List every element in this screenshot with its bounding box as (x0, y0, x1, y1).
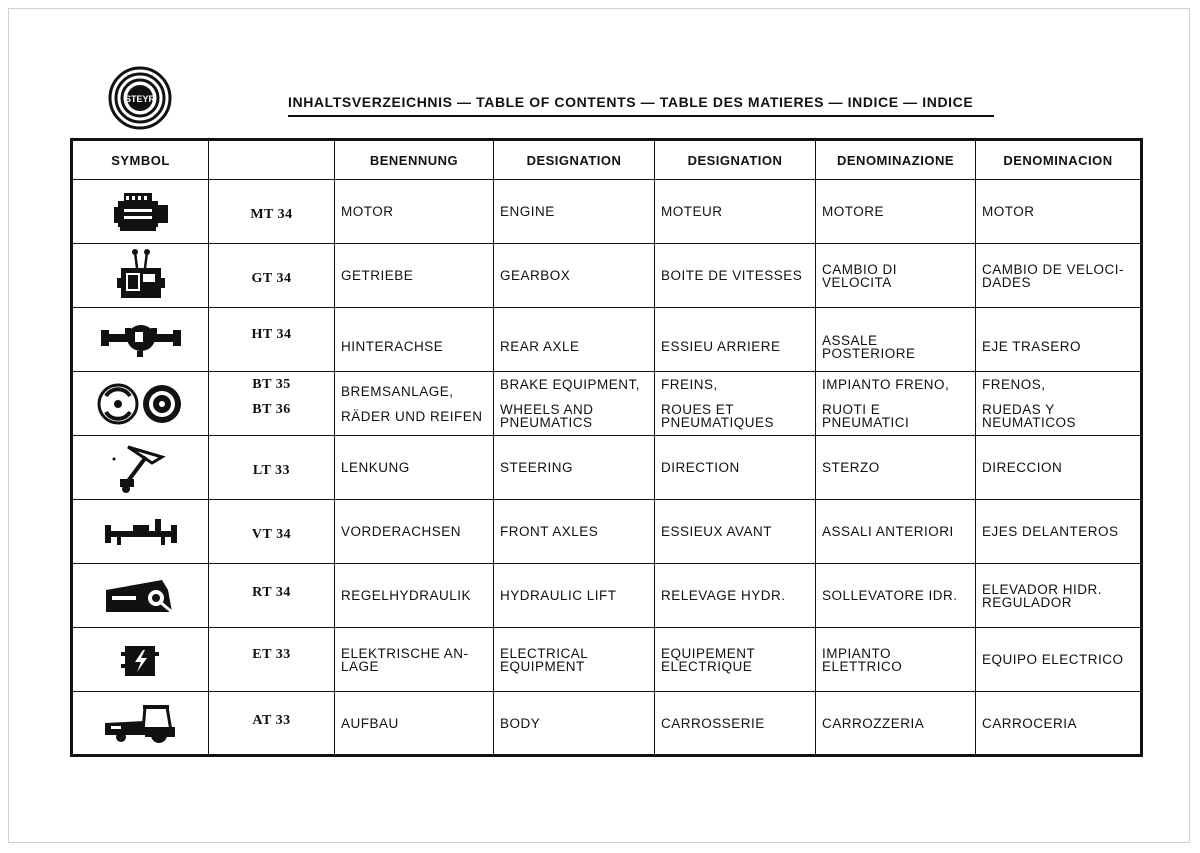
code-wheels: BT 36 (252, 402, 291, 417)
cell-fr-brake: FREINS, (661, 377, 718, 392)
cell-de: LENKUNG (335, 436, 494, 500)
code-cell: HT 34 (209, 308, 335, 372)
code-cell (209, 372, 335, 436)
cell-es: DIRECCION (976, 436, 1142, 500)
cell-es: ELEVADOR HIDR. REGULADOR (976, 564, 1142, 628)
cell-de-wheels: RÄDER UND REIFEN (341, 408, 483, 424)
header-code (209, 140, 335, 180)
title-underline (288, 115, 994, 117)
cell-fr: EQUIPEMENT ELECTRIQUE (655, 628, 816, 692)
cell-es: EJE TRASERO (976, 308, 1142, 372)
cell-fr: ESSIEU ARRIERE (655, 308, 816, 372)
code-brake: BT 35 (252, 377, 291, 392)
cell-de: AUFBAU (335, 692, 494, 756)
header-row (72, 140, 1142, 180)
table-row (72, 372, 1142, 436)
tractor-body-icon (73, 701, 208, 745)
cell-es: EQUIPO ELECTRICO (976, 628, 1142, 692)
front-axle-icon (73, 515, 208, 549)
cell-de: HINTERACHSE (335, 308, 494, 372)
rear-axle-icon (73, 320, 208, 360)
cell-fr: RELEVAGE HYDR. (655, 564, 816, 628)
svg-text:STEYR: STEYR (124, 94, 156, 104)
cell-it: MOTORE (816, 180, 976, 244)
cell-en: GEARBOX (494, 244, 655, 308)
header-designation-en: DESIGNATION (494, 140, 655, 180)
header-benennung: BENENNUNG (335, 140, 494, 180)
table-row (72, 564, 1142, 628)
cell-es: CAMBIO DE VELOCI-DADES (976, 244, 1142, 308)
code-cell: MT 34 (209, 180, 335, 244)
cell-it: SOLLEVATORE IDR. (816, 564, 976, 628)
cell-de: ELEKTRISCHE AN-LAGE (335, 628, 494, 692)
cell-fr-wheels: ROUES ET PNEUMATIQUES (661, 402, 775, 430)
table-row (72, 308, 1142, 372)
header-designation-fr: DESIGNATION (655, 140, 816, 180)
cell-es: MOTOR (976, 180, 1142, 244)
cell-en: HYDRAULIC LIFT (494, 564, 655, 628)
engine-icon (73, 189, 208, 235)
cell-de (335, 372, 494, 436)
cell-en (494, 372, 655, 436)
cell-it-wheels: RUOTI E PNEUMATICI (822, 402, 910, 430)
cell-it: CAMBIO DI VELOCITA (816, 244, 976, 308)
cell-en: ELECTRICAL EQUIPMENT (494, 628, 655, 692)
cell-de-brake: BREMSANLAGE, (341, 383, 454, 399)
cell-de: GETRIEBE (335, 244, 494, 308)
header-denominacion: DENOMINACION (976, 140, 1142, 180)
cell-fr: MOTEUR (655, 180, 816, 244)
code-cell: AT 33 (209, 692, 335, 756)
header-denominazione: DENOMINAZIONE (816, 140, 976, 180)
cell-it: ASSALE POSTERIORE (816, 308, 976, 372)
cell-en: REAR AXLE (494, 308, 655, 372)
cell-it-brake: IMPIANTO FRENO, (822, 377, 950, 392)
code-cell: RT 34 (209, 564, 335, 628)
code-cell: VT 34 (209, 500, 335, 564)
cell-it: CARROZZERIA (816, 692, 976, 756)
cell-es (976, 372, 1142, 436)
page-title: INHALTSVERZEICHNIS — TABLE OF CONTENTS — TABLE DES MATIERES — INDICE — INDICE (288, 94, 974, 110)
contents-table (70, 138, 1143, 757)
cell-en-wheels: WHEELS AND PNEUMATICS (500, 402, 594, 430)
brand-logo (108, 66, 172, 130)
cell-it: STERZO (816, 436, 976, 500)
electrical-icon (73, 640, 208, 680)
table-row (72, 180, 1142, 244)
table-row (72, 500, 1142, 564)
hydraulic-lift-icon (73, 576, 208, 616)
cell-es-wheels: RUEDAS Y NEUMATICOS (982, 402, 1077, 430)
table-row (72, 436, 1142, 500)
gearbox-icon (73, 248, 208, 304)
steering-icon (73, 441, 208, 495)
cell-fr: CARROSSERIE (655, 692, 816, 756)
code-cell: LT 33 (209, 436, 335, 500)
cell-fr: ESSIEUX AVANT (655, 500, 816, 564)
cell-de: VORDERACHSEN (335, 500, 494, 564)
cell-it (816, 372, 976, 436)
header-symbol: SYMBOL (72, 140, 209, 180)
cell-en: FRONT AXLES (494, 500, 655, 564)
cell-en: ENGINE (494, 180, 655, 244)
table-row (72, 692, 1142, 756)
cell-fr: BOITE DE VITESSES (655, 244, 816, 308)
cell-en: BODY (494, 692, 655, 756)
code-cell: GT 34 (209, 244, 335, 308)
cell-fr: DIRECTION (655, 436, 816, 500)
cell-en: STEERING (494, 436, 655, 500)
table-row (72, 244, 1142, 308)
cell-de: REGELHYDRAULIK (335, 564, 494, 628)
cell-en-brake: BRAKE EQUIPMENT, (500, 377, 641, 392)
cell-de: MOTOR (335, 180, 494, 244)
cell-es: CARROCERIA (976, 692, 1142, 756)
table-row (72, 628, 1142, 692)
brake-wheel-icon (73, 382, 208, 426)
cell-it: ASSALI ANTERIORI (816, 500, 976, 564)
cell-es: EJES DELANTEROS (976, 500, 1142, 564)
code-cell: ET 33 (209, 628, 335, 692)
cell-fr (655, 372, 816, 436)
cell-es-brake: FRENOS, (982, 377, 1046, 392)
cell-it: IMPIANTO ELETTRICO (816, 628, 976, 692)
